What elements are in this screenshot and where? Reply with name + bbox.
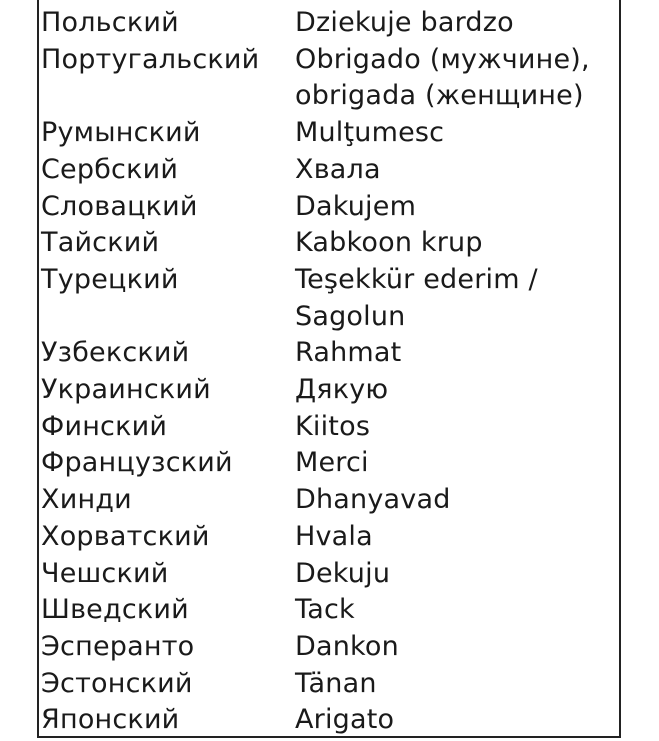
translation-table — [41, 5, 616, 739]
table-row — [41, 666, 616, 703]
table-row — [41, 409, 616, 446]
thanks-cell: Kiitos — [295, 410, 371, 442]
table-row — [41, 225, 616, 262]
language-cell: Японский — [41, 704, 180, 736]
table-row — [41, 262, 616, 335]
thanks-cell: Obrigado (мужчине), obrigada (женщине) — [295, 43, 590, 112]
language-cell: Шведский — [41, 594, 189, 626]
language-cell: Французский — [41, 447, 233, 479]
table-row — [41, 42, 616, 115]
thanks-cell: Teşekkür ederim / Sagolun — [295, 263, 538, 332]
table-row — [41, 152, 616, 189]
language-cell: Турецкий — [41, 263, 179, 295]
thanks-cell: Dziekuje bardzo — [295, 7, 514, 38]
language-cell: Португальский — [41, 43, 260, 75]
thanks-cell: Kabkoon krup — [295, 227, 483, 259]
table-row — [41, 189, 616, 226]
thanks-cell: Хвала — [295, 153, 381, 185]
language-cell: Узбекский — [41, 337, 190, 369]
table-row — [41, 372, 616, 409]
thanks-cell: Tänan — [295, 667, 377, 699]
table-row — [41, 556, 616, 593]
thanks-cell: Tack — [295, 594, 355, 626]
language-cell: Хинди — [41, 484, 132, 516]
language-cell: Словацкий — [41, 190, 198, 222]
table-row — [41, 482, 616, 519]
language-cell: Польский — [41, 7, 179, 38]
table-row — [41, 592, 616, 629]
language-cell: Эстонский — [41, 667, 193, 699]
thanks-cell: Hvala — [295, 520, 373, 552]
thanks-cell: Arigato — [295, 704, 395, 736]
thanks-cell: Дякую — [295, 374, 389, 406]
thanks-cell: Rahmat — [295, 337, 402, 369]
table-row — [41, 629, 616, 666]
thanks-cell: Dankon — [295, 630, 399, 662]
language-cell: Чешский — [41, 557, 169, 589]
thanks-cell: Dekuju — [295, 557, 391, 589]
language-cell: Финский — [41, 410, 168, 442]
language-cell: Украинский — [41, 374, 211, 406]
thanks-cell: Dakujem — [295, 190, 417, 222]
language-cell: Сербский — [41, 153, 179, 185]
thanks-cell: Dhanyavad — [295, 484, 451, 516]
thanks-cell: Merci — [295, 447, 369, 479]
table-row — [41, 702, 616, 739]
language-cell: Румынский — [41, 117, 201, 149]
thanks-cell: Mulţumesc — [295, 117, 445, 149]
table-row — [41, 519, 616, 556]
table-row — [41, 335, 616, 372]
language-cell: Хорватский — [41, 520, 210, 552]
language-cell: Эсперанто — [41, 630, 195, 662]
table-row — [41, 115, 616, 152]
table-row — [41, 445, 616, 482]
language-cell: Тайский — [41, 227, 160, 259]
table-row — [41, 5, 616, 42]
